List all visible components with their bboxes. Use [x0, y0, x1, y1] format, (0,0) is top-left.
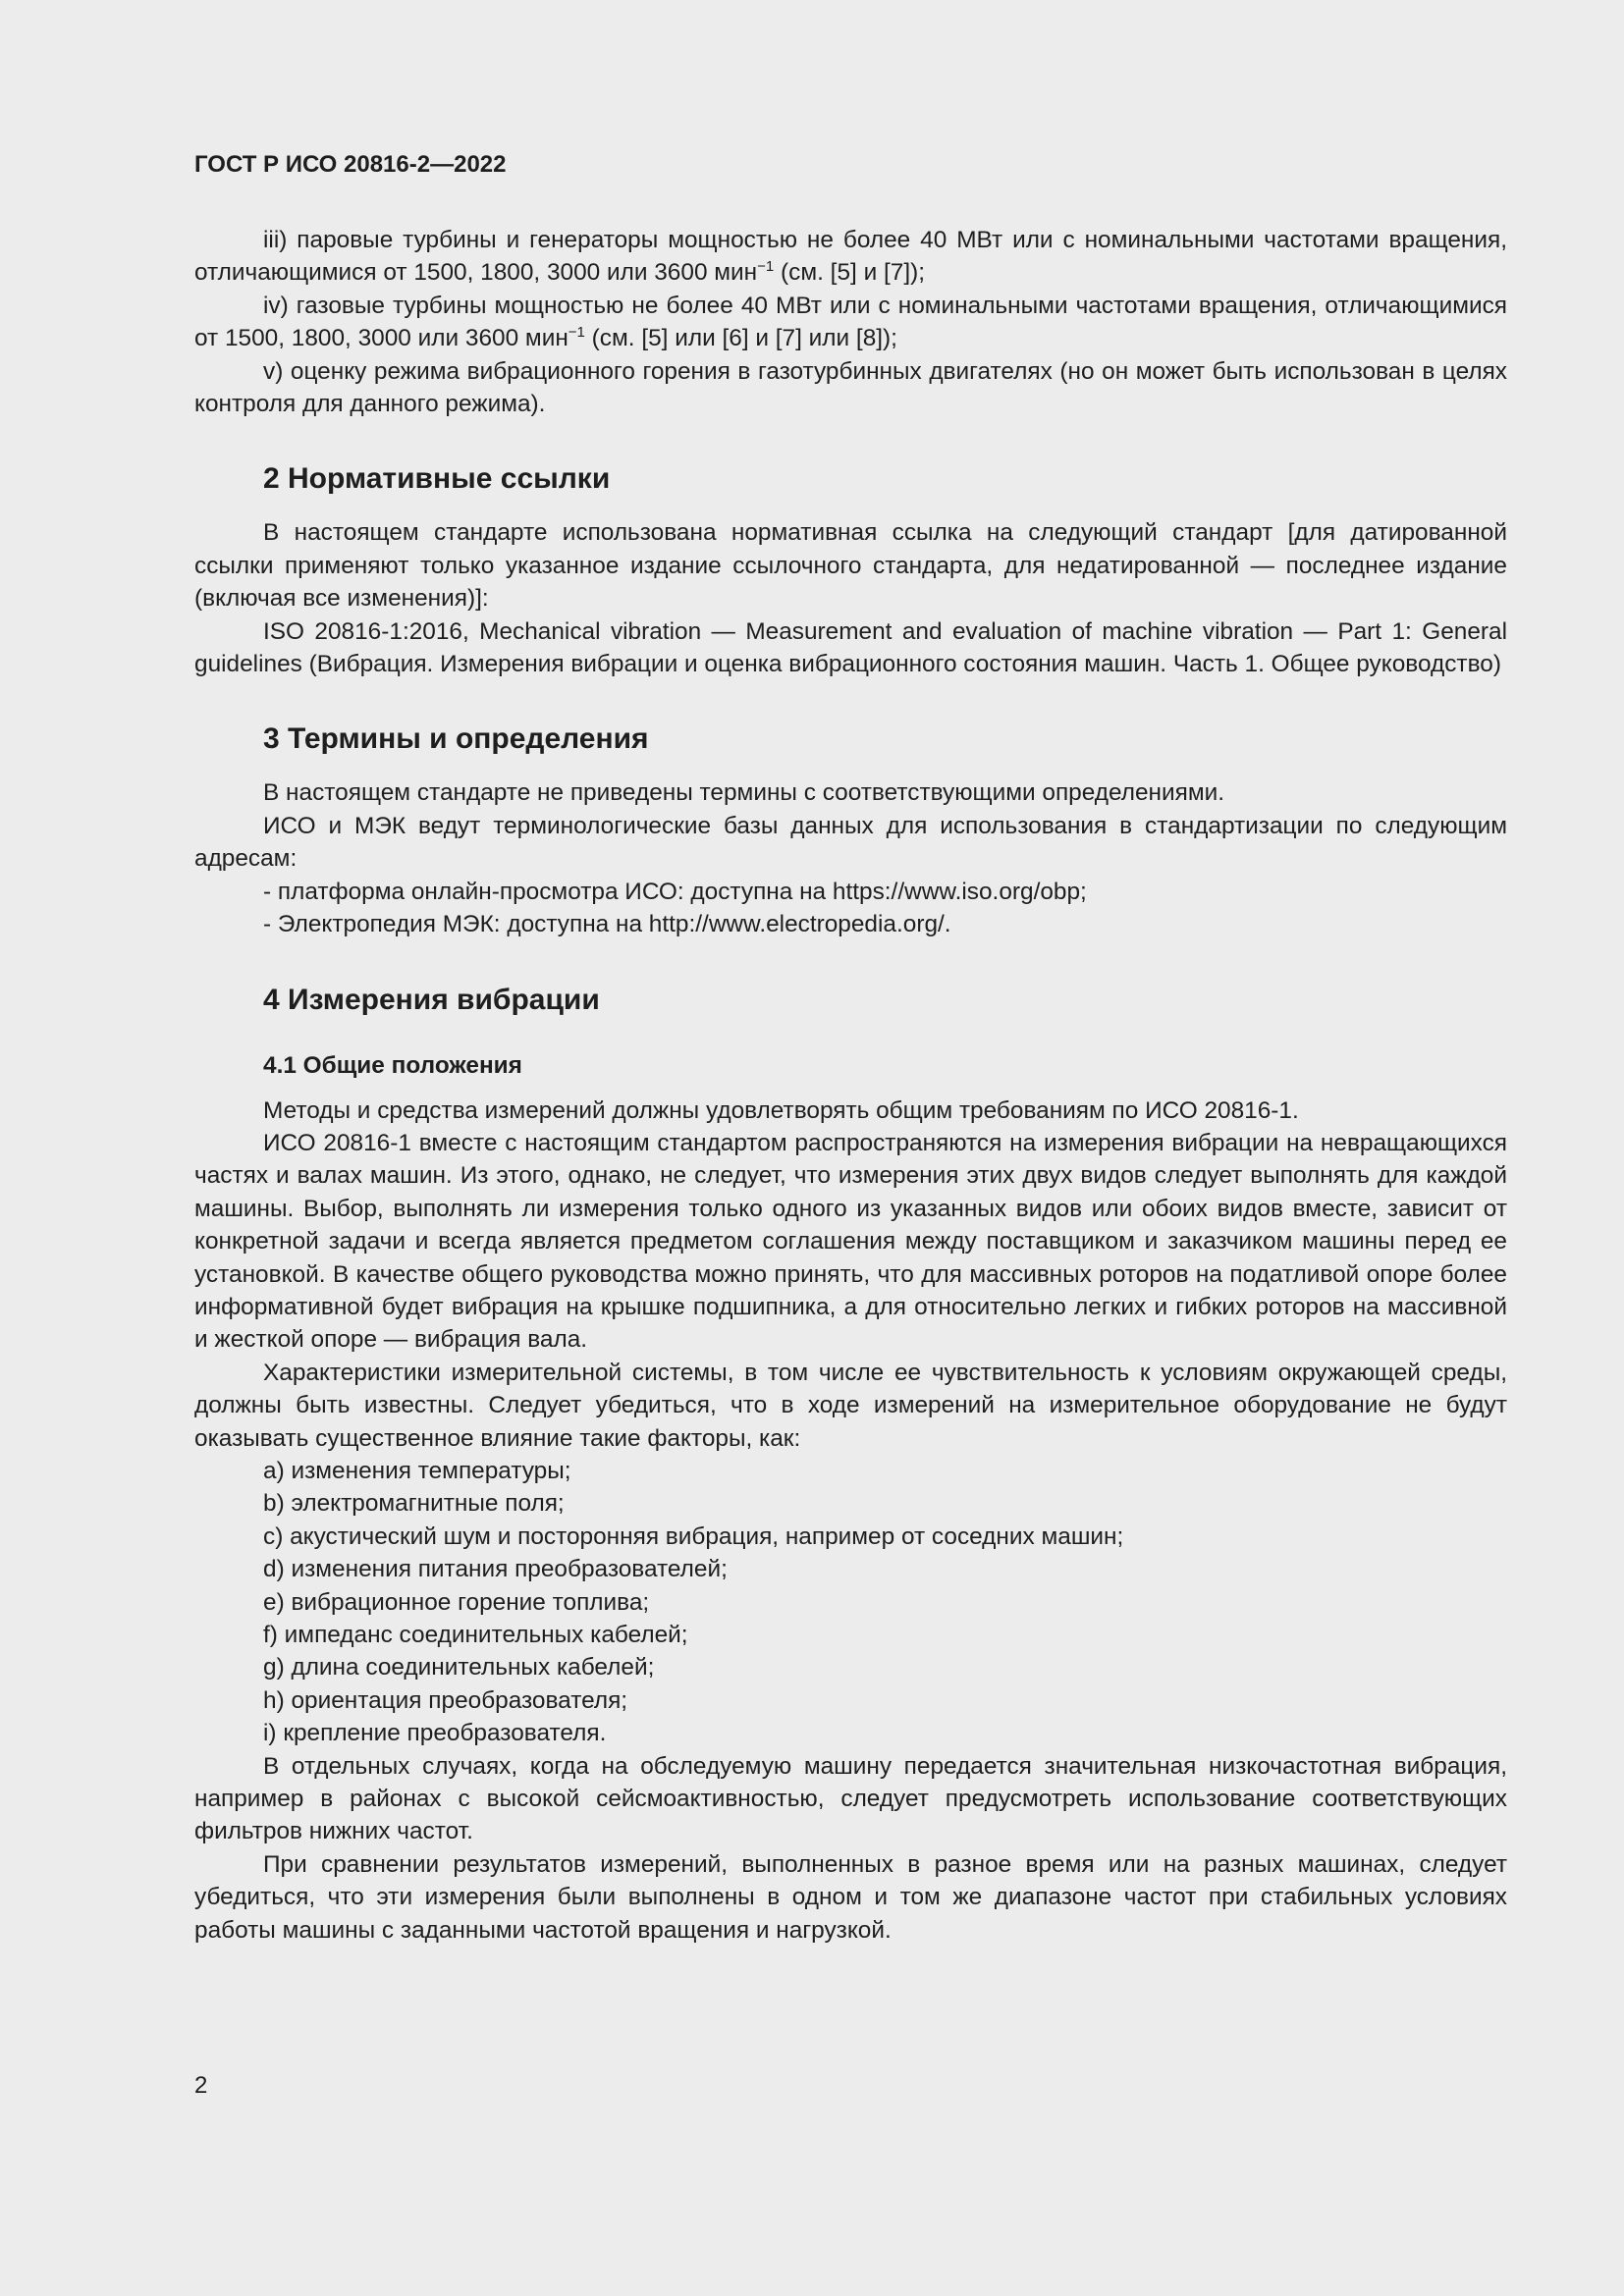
- factor-list-item: c) акустический шум и посторонняя вибрация, например от соседних машин;: [263, 1522, 1124, 1550]
- scope-item-iii: [194, 224, 1507, 290]
- scope-item-iii-text: iii) паровые турбины и генераторы мощностью не более 40 МВт или с номинальными частотами вращения, отличающимися от 1500, 1800, 3000 или 3600 мин: [194, 227, 1507, 287]
- section-4-paragraph: Характеристики измерительной системы, в том числе ее чувствительность к условиям окружающей среды, должны быть известны. Следует убедиться, что в ходе измерений на измерительное оборудование не будут оказывать существенное влияние такие факторы, как:: [194, 1359, 1507, 1452]
- section-3-heading: 3 Термины и определения: [263, 722, 649, 756]
- scope-item-v: v) оценку режима вибрационного горения в газотурбинных двигателях (но он может быть использован в целях контроля для данного режима).: [194, 357, 1507, 418]
- factor-list-item: b) электромагнитные поля;: [263, 1490, 565, 1518]
- page-number: 2: [194, 2072, 208, 2099]
- terminology-db-item: - платформа онлайн-просмотра ИСО: доступна на https://www.iso.org/obp;: [263, 878, 1087, 905]
- factor-list-item: f) импеданс соединительных кабелей;: [263, 1622, 688, 1648]
- section-4-paragraph: ИСО 20816-1 вместе с настоящим стандартом распространяются на измерения вибрации на невращающихся частях и валах машин. Из этого, однако, не следует, что измерения этих двух видов следует выполнять для каждой машины. Выбор, выполнять ли измерения только одного из указанных видов или обоих видов вместе, зависит от конкретной задачи и всегда является предметом соглашения между поставщиком и заказчиком машины перед ее установкой. В качестве общего руководства можно принять, что для массивных роторов на податливой опоре более информативной будет вибрация на крышке подшипника, а для относительно легких и гибких роторов на массивной и жесткой опоре — вибрация вала.: [194, 1129, 1507, 1354]
- subsection-4-1-heading: 4.1 Общие положения: [263, 1051, 522, 1079]
- factor-list-item: d) изменения питания преобразователей;: [263, 1556, 728, 1583]
- scope-item-iv-refs: (см. [5] или [6] и [7] или [8]);: [584, 325, 897, 352]
- section-4-heading: 4 Измерения вибрации: [263, 983, 600, 1016]
- factor-list-item: h) ориентация преобразователя;: [263, 1686, 628, 1714]
- factor-list-item: i) крепление преобразователя.: [263, 1720, 607, 1747]
- section-2-heading: 2 Нормативные ссылки: [263, 462, 611, 496]
- superscript: −1: [757, 258, 775, 276]
- scope-item-iii-refs: (см. [5] и [7]);: [774, 259, 925, 287]
- section-4-paragraph: При сравнении результатов измерений, выполненных в разное время или на разных машинах, следует убедиться, что эти измерения были выполнены в одном и том же диапазоне частот при стабильных условиях работы машины с заданными частотой вращения и нагрузкой.: [194, 1850, 1507, 1944]
- document-page: [194, 147, 1507, 1947]
- section-3-paragraph: В настоящем стандарте не приведены термины с соответствующими определениями.: [263, 779, 1225, 807]
- section-4-paragraph: В отдельных случаях, когда на обследуемую машину передается значительная низкочастотная вибрация, например в районах с высокой сейсмоактивностью, следует предусмотреть использование соответствующих фильтров нижних частот.: [194, 1752, 1507, 1845]
- section-3-paragraph: ИСО и МЭК ведут терминологические базы данных для использования в стандартизации по следующим адресам:: [194, 812, 1507, 873]
- scope-item-iv-text: iv) газовые турбины мощностью не более 40 МВт или с номинальными частотами вращения, отличающимися от 1500, 1800, 3000 или 3600 мин: [194, 292, 1507, 352]
- section-4-paragraph: Методы и средства измерений должны удовлетворять общим требованиям по ИСО 20816-1.: [263, 1096, 1299, 1124]
- terminology-db-item: - Электропедия МЭК: доступна на http://www.electropedia.org/.: [263, 911, 951, 938]
- scope-item-iv: [194, 290, 1507, 355]
- superscript: −1: [568, 324, 585, 342]
- document-header: ГОСТ Р ИСО 20816-2—2022: [194, 151, 507, 178]
- normative-reference: ISO 20816-1:2016, Mechanical vibration — Measurement and evaluation of machine vibration — Part 1: General guidelines (Вибрация. Измерения вибрации и оценка вибрационного состояния машин. Часть 1. Общее руководство): [194, 617, 1507, 678]
- factor-list-item: a) изменения температуры;: [263, 1457, 571, 1484]
- factor-list-item: g) длина соединительных кабелей;: [263, 1654, 655, 1682]
- factor-list-item: e) вибрационное горение топлива;: [263, 1588, 650, 1616]
- section-2-paragraph: В настоящем стандарте использована нормативная ссылка на следующий стандарт [для датированной ссылки применяют только указанное издание ссылочного стандарта, для недатированной — последнее издание (включая все изменения)]:: [194, 519, 1507, 613]
